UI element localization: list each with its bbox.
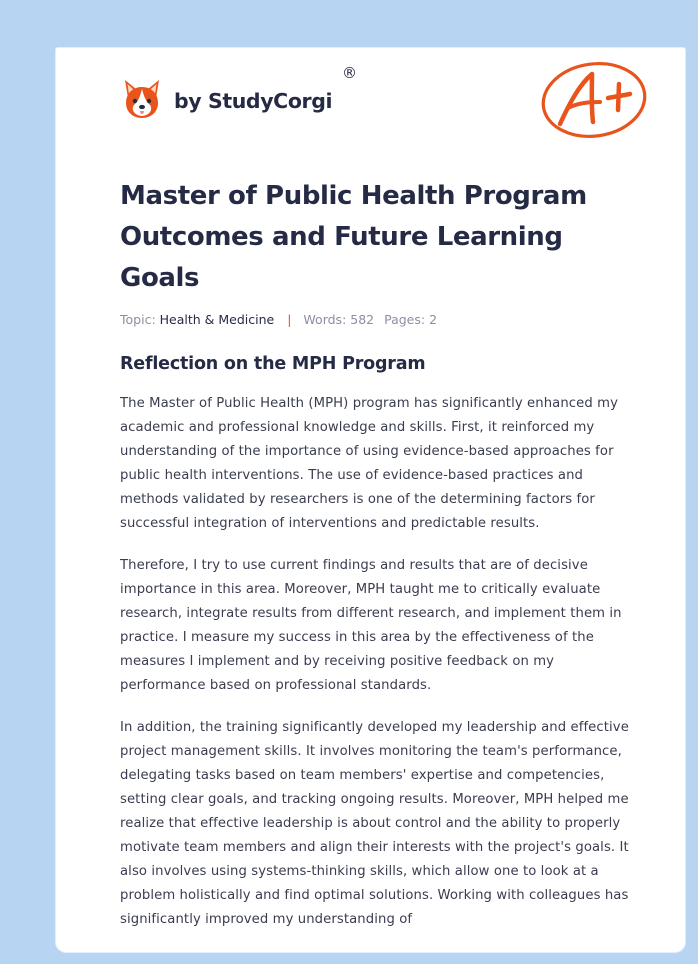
article-meta bbox=[120, 312, 437, 327]
paragraph: In addition, the training significantly developed my leadership and effective project management skills. It involves monitoring the team's performance, delegating tasks based on team members' expertise and competencies, setting clear goals, and tracking ongoing results. Moreover, MPH helped me realize that effective leadership is about control and the ability to properly motivate team members and align their interests with the project's goals. It also involves using systems-thinking skills, which allow one to look at a problem holistically and find optimal solutions. Working with colleagues has significantly improved my understanding of bbox=[120, 720, 629, 927]
pages-count: 2 bbox=[429, 312, 438, 327]
article-body bbox=[120, 392, 636, 950]
document-card bbox=[56, 48, 685, 952]
grade-badge-icon bbox=[538, 58, 650, 142]
paragraph: Therefore, I try to use current findings and results that are of decisive importance in this area. Moreover, MPH taught me to critically evaluate research, integrate results from different research, and implement them in practice. I measure my success in this area by the effectiveness of the measures I implement and by receiving positive feedback on my performance based on professional standards. bbox=[120, 558, 622, 693]
registered-mark: ® bbox=[342, 64, 357, 82]
words-label: Words: bbox=[303, 312, 347, 327]
words-count: 582 bbox=[350, 312, 375, 327]
paragraph: The Master of Public Health (MPH) program has significantly enhanced my academic and professional knowledge and skills. First, it reinforced my understanding of the importance of using evidence-based approaches for public health interventions. The use of evidence-based practices and methods validated by researchers is one of the determining factors for successful integration of interventions and predictable results. bbox=[120, 396, 618, 531]
topic-label: Topic: bbox=[120, 312, 156, 327]
meta-separator: | bbox=[287, 312, 292, 327]
logo-text: by StudyCorgi bbox=[174, 89, 333, 113]
pages-label: Pages: bbox=[384, 312, 426, 327]
topic-link[interactable]: Health & Medicine bbox=[159, 312, 275, 327]
studycorgi-logo[interactable] bbox=[122, 76, 332, 122]
article-title: Master of Public Health Program Outcomes and Future Learning Goals bbox=[120, 181, 587, 293]
section-heading: Reflection on the MPH Program bbox=[120, 354, 426, 374]
corgi-icon bbox=[122, 76, 162, 122]
